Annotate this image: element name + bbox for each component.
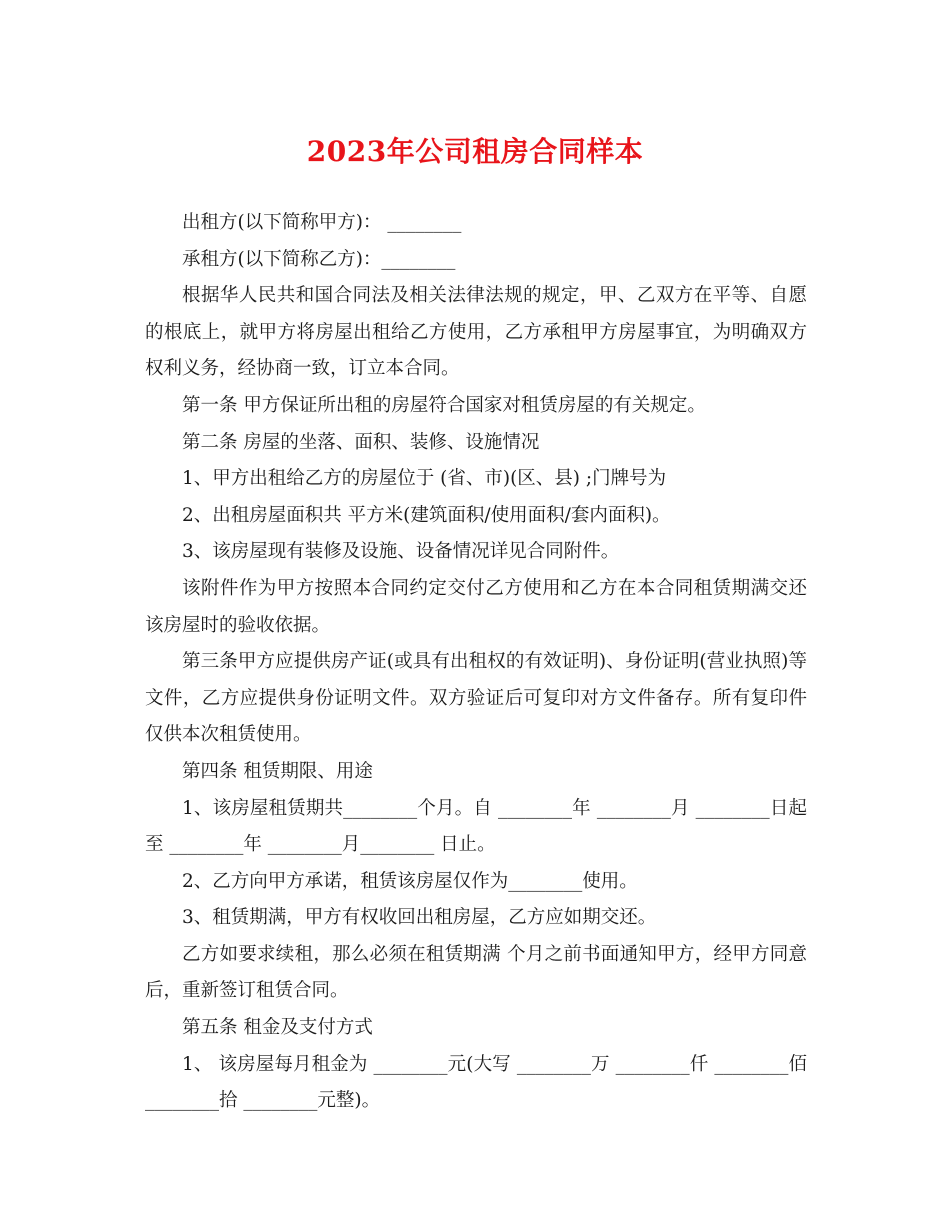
article-4-item-3: 3、租赁期满，甲方有权收回出租房屋，乙方应如期交还。 [182,907,657,929]
article-2-note: 该附件作为甲方按照本合同约定交付乙方使用和乙方在本合同租赁期满交还该房屋时的验收依据。 [145,577,807,636]
article-3: 第三条甲方应提供房产证(或具有出租权的有效证明)、身份证明(营业执照)等文件，乙方应提供身份证明文件。双方验证后可复印对方文件备存。所有复印件仅供本次租赁使用。 [145,651,807,746]
article-2-item-3: 3、该房屋现有装修及设施、设备情况详见合同附件。 [182,541,620,563]
contract-body [145,205,807,1120]
lessor-line: 出租方(以下简称甲方)： ________ [182,212,462,233]
article-2-item-1: 1、甲方出租给乙方的房屋位于 (省、市)(区、县) ;门牌号为 [182,468,667,490]
article-5-title: 第五条 租金及支付方式 [182,1017,373,1039]
article-4-note: 乙方如要求续租，那么必须在租赁期满 个月之前书面通知甲方，经甲方同意后，重新签订租赁合同。 [145,943,807,1002]
document-title: 2023年公司租房合同样本 [306,135,644,168]
article-1: 第一条 甲方保证所出租的房屋符合国家对租赁房屋的有关规定。 [182,394,706,416]
article-4-item-2: 2、乙方向甲方承诺，租赁该房屋仅作为________使用。 [182,870,638,892]
article-4-title: 第四条 租赁期限、用途 [182,760,373,782]
article-4-item-1: 1、该房屋租赁期共________个月。自 ________年 ________月 ________日起至 ________年 ________月________ 日止。 [145,797,807,856]
preamble-paragraph: 根据华人民共和国合同法及相关法律法规的规定，甲、乙双方在平等、自愿的根底上，就甲方将房屋出租给乙方使用，乙方承租甲方房屋事宜，为明确双方权利义务，经协商一致，订立本合同。 [145,285,807,380]
article-5-item-1: 1、 该房屋每月租金为 ________元(大写 ________万 ________仟 ________佰 ________拾 ________元整)。 [145,1053,807,1112]
article-2-item-2: 2、出租房屋面积共 平方米(建筑面积/使用面积/套内面积)。 [182,504,671,526]
lessee-line: 承租方(以下简称乙方)：________ [182,248,456,270]
article-2-title: 第二条 房屋的坐落、面积、装修、设施情况 [182,431,540,453]
